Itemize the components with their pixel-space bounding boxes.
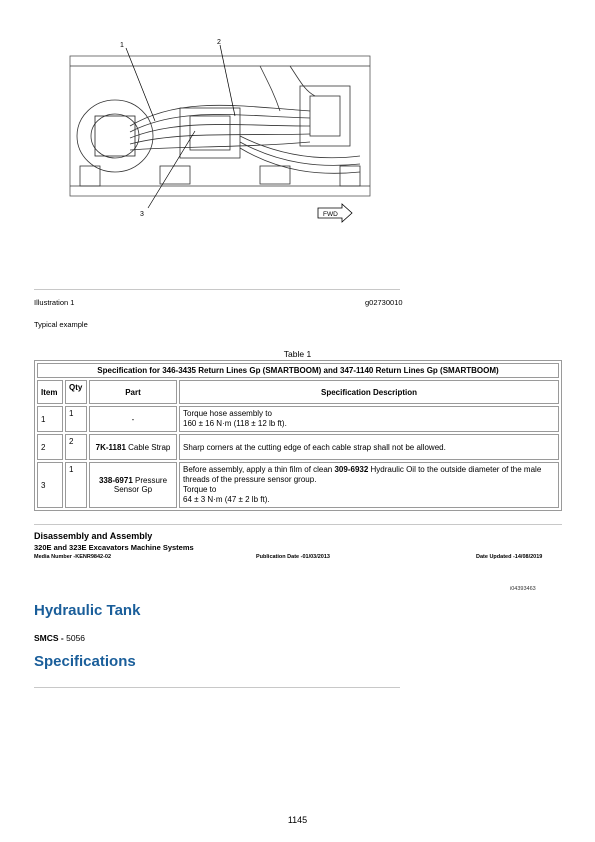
document-id: i04393463: [510, 586, 536, 592]
row3-desc: Before assembly, apply a thin film of clean 309-6932 Hydraulic Oil to the outside diameter of the male threads of the pressure sensor group. Torque to 64 ± 3 N·m (47 ± 2 lb ft).: [179, 462, 559, 508]
row1-desc: Torque hose assembly to 160 ± 16 N·m (118 ± 12 lb ft).: [179, 406, 559, 432]
table-row: [37, 434, 559, 460]
row2-part-number: 7K-1181: [95, 442, 126, 452]
publication-date: Publication Date -01/03/2013: [256, 554, 330, 560]
row3-part: [89, 462, 177, 508]
callout-3: 3: [140, 211, 144, 218]
table-label: Table 1: [283, 349, 312, 359]
table-row: [37, 406, 559, 432]
hydraulic-lines-illustration: [60, 36, 380, 236]
row3-item: 3: [37, 462, 63, 508]
smcs-value: 5056: [66, 633, 86, 643]
section-divider: [34, 524, 562, 525]
section-title: Disassembly and Assembly: [34, 531, 153, 541]
fwd-arrow-icon: [318, 204, 352, 222]
row3-part-number: 338-6971: [98, 476, 133, 485]
header-qty: Qty: [65, 380, 87, 404]
row2-part: [89, 434, 177, 460]
fwd-label: FWD: [323, 211, 338, 218]
spec-table: [34, 360, 562, 511]
header-part: Part: [89, 380, 177, 404]
page-number: 1145: [287, 815, 308, 825]
row3-part-name: Pressure Sensor Gp: [113, 476, 168, 494]
table-row: [37, 462, 559, 508]
callout-2: 2: [217, 39, 221, 46]
row3-qty: 1: [65, 462, 87, 508]
page-title: Hydraulic Tank: [34, 602, 141, 619]
row2-item: 2: [37, 434, 63, 460]
manual-subtitle: 320E and 323E Excavators Machine Systems: [34, 543, 194, 552]
header-desc: Specification Description: [179, 380, 559, 404]
smcs-code: [34, 633, 85, 643]
illustration-id: g02730010: [365, 298, 403, 307]
illustration-divider: [34, 289, 400, 290]
table-title: Specification for 346-3435 Return Lines Gp (SMARTBOOM) and 347-1140 Return Lines Gp (SMARTBOOM): [37, 363, 559, 378]
header-item: Item: [37, 380, 63, 404]
row1-item: 1: [37, 406, 63, 432]
specifications-divider: [34, 687, 400, 688]
typical-example-note: Typical example: [34, 320, 88, 329]
row2-desc: Sharp corners at the cutting edge of each cable strap shall not be allowed.: [179, 434, 559, 460]
smcs-label: SMCS -: [34, 633, 67, 643]
media-number: Media Number -KENR9842-02: [34, 554, 112, 560]
callout-1: 1: [120, 42, 124, 49]
row2-qty: 2: [65, 434, 87, 460]
illustration-caption: Illustration 1: [34, 298, 75, 307]
row1-part: -: [89, 406, 177, 432]
date-updated: Date Updated -14/08/2019: [476, 554, 543, 560]
row1-qty: 1: [65, 406, 87, 432]
row2-part-name: Cable Strap: [125, 442, 171, 452]
specifications-heading: Specifications: [34, 653, 136, 670]
table-header-row: [37, 380, 559, 404]
